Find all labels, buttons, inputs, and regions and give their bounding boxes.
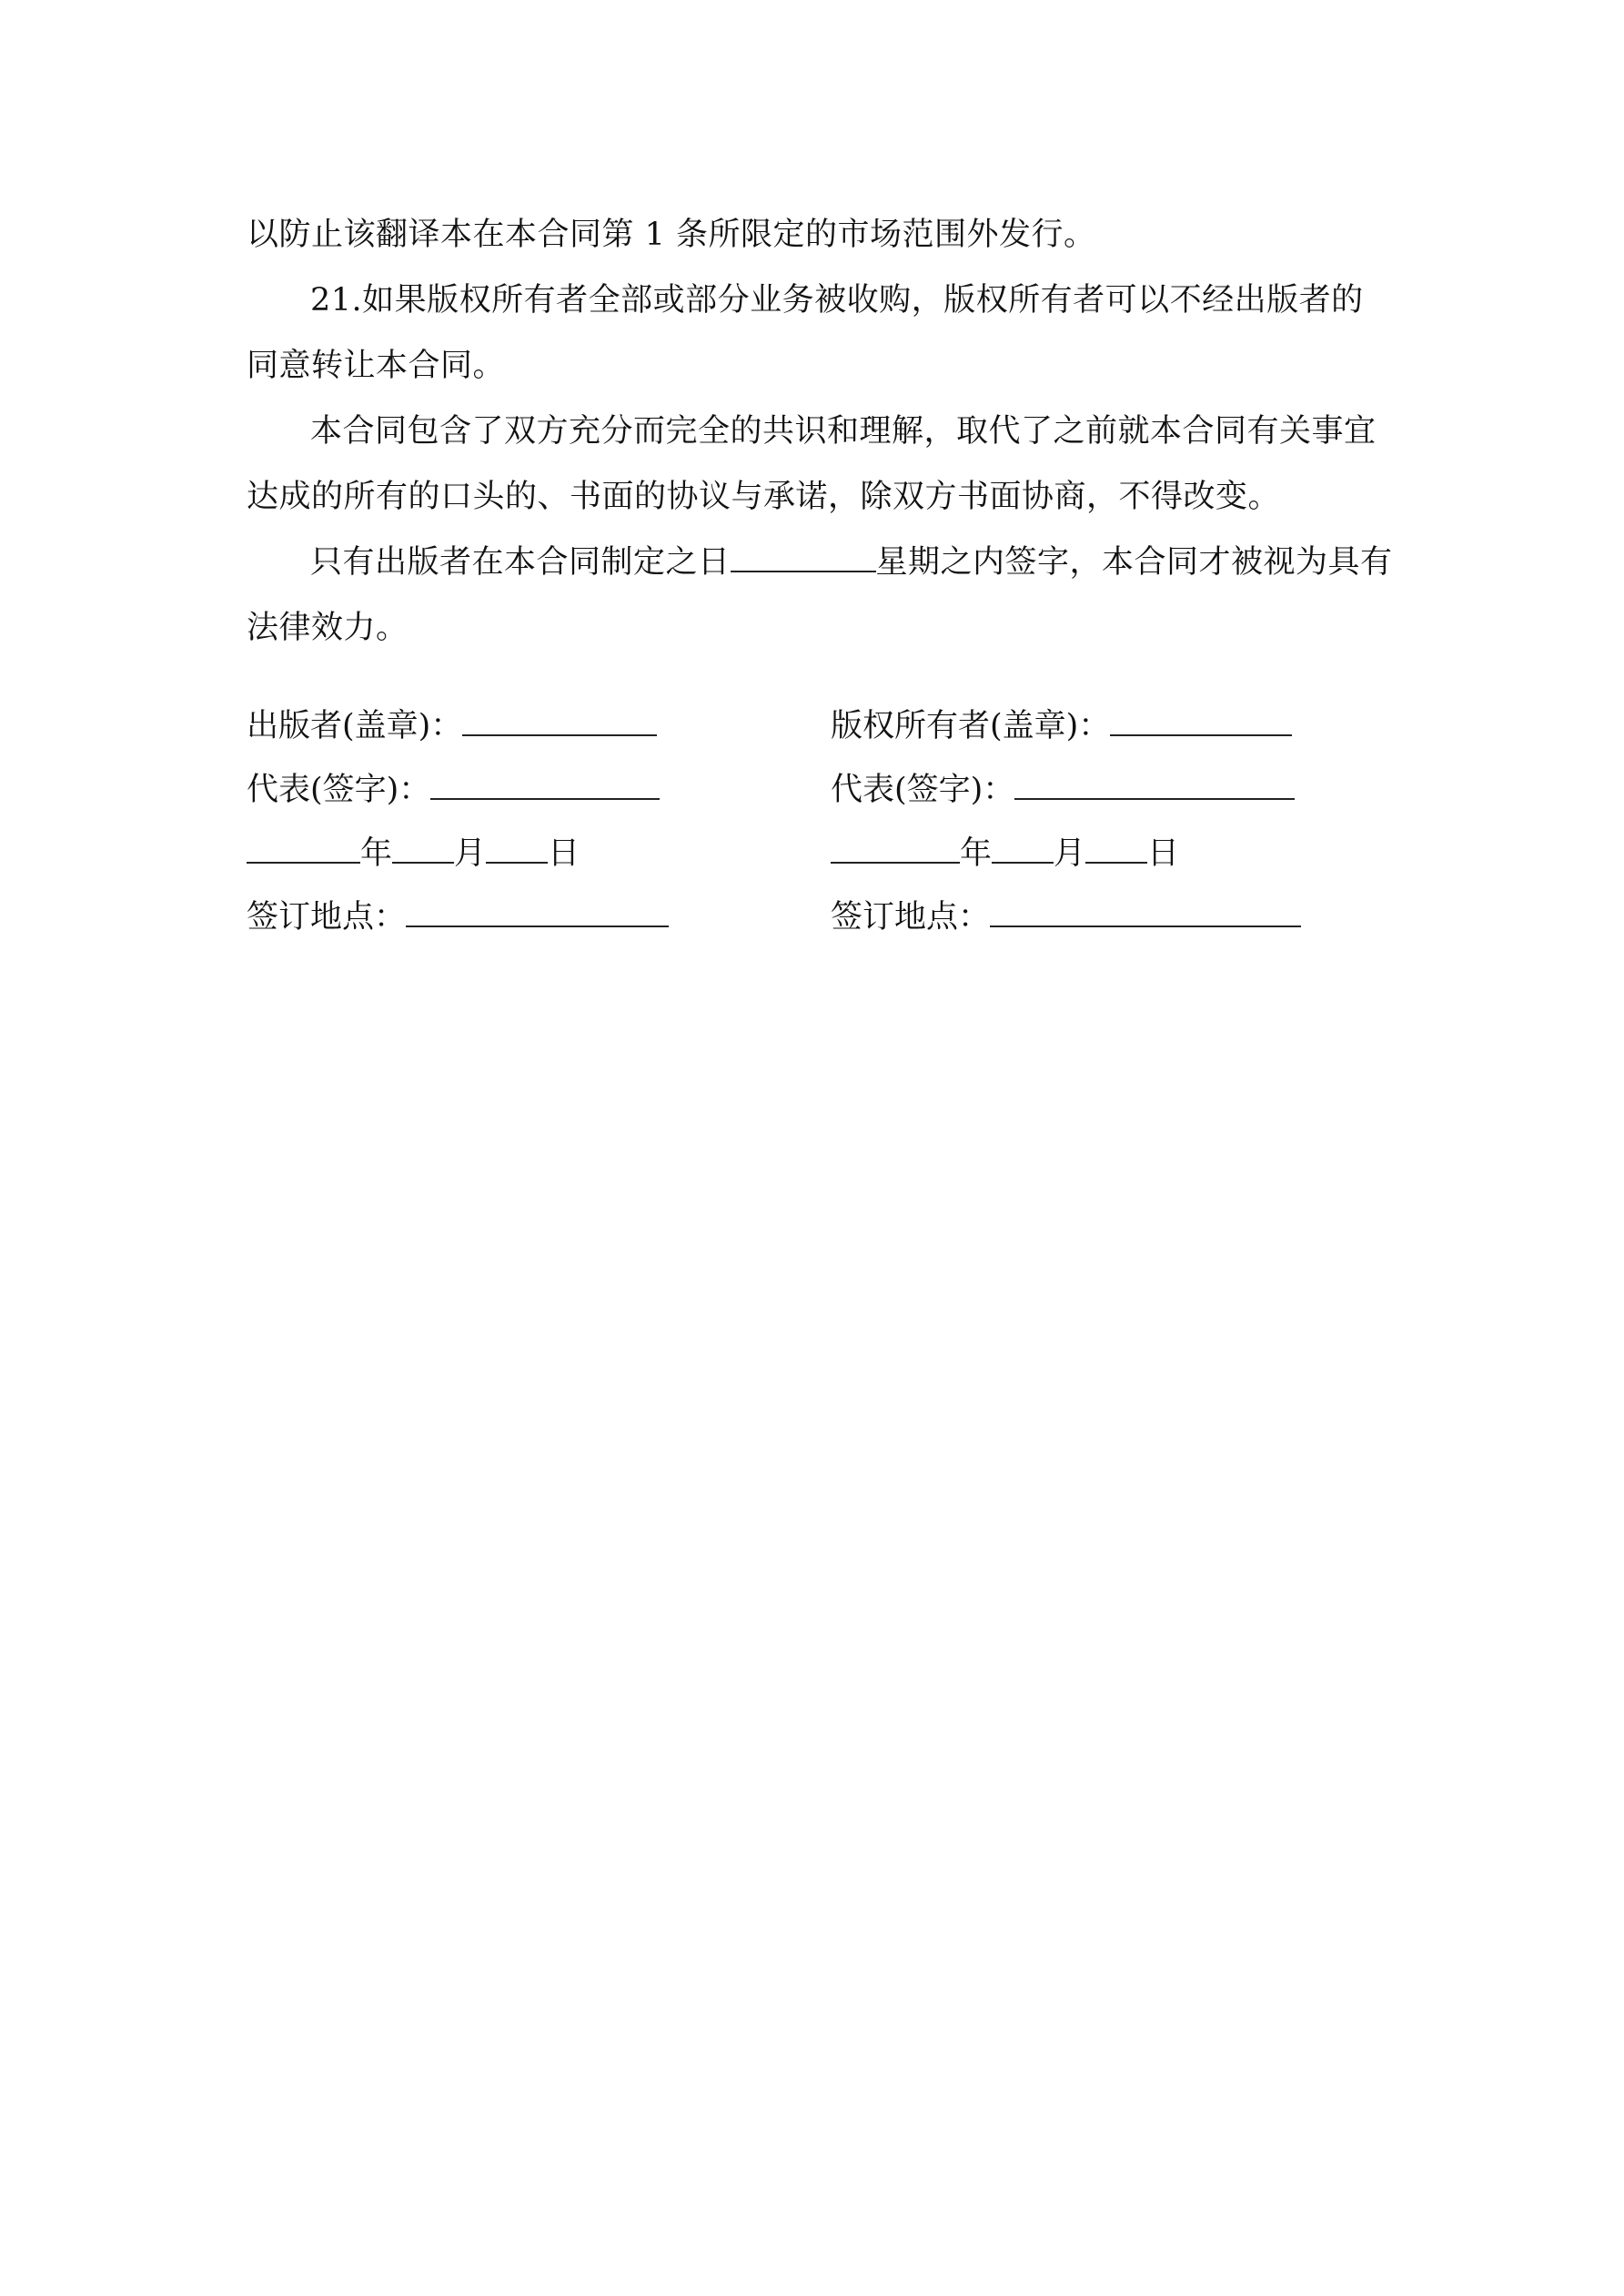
effectiveness-text-after: 星期之内签字，本合同才被视为具有法律效力。 bbox=[247, 544, 1393, 646]
owner-rep-blank bbox=[1014, 767, 1295, 800]
publisher-year-label: 年 bbox=[360, 835, 393, 872]
paragraph-effectiveness bbox=[247, 530, 1393, 661]
owner-year-blank bbox=[831, 831, 960, 864]
owner-place-label: 签订地点： bbox=[831, 899, 991, 936]
publisher-year-blank bbox=[247, 831, 360, 864]
publisher-rep-label: 代表(签字)： bbox=[247, 772, 431, 808]
effectiveness-text-before: 只有出版者在本合同制定之日 bbox=[310, 544, 731, 581]
paragraph-entire-agreement: 本合同包含了双方充分而完全的共识和理解，取代了之前就本合同有关事宜达成的所有的口头的、书面的协议与承诺，除双方书面协商，不得改变。 bbox=[247, 413, 1377, 515]
owner-day-label: 日 bbox=[1147, 835, 1180, 872]
owner-day-blank bbox=[1085, 831, 1147, 864]
owner-rep-row bbox=[831, 767, 1295, 810]
publisher-day-blank bbox=[486, 831, 548, 864]
publisher-place-row bbox=[247, 895, 669, 937]
owner-stamp-blank bbox=[1110, 703, 1292, 736]
publisher-month-blank bbox=[392, 831, 454, 864]
owner-year-label: 年 bbox=[960, 835, 993, 872]
owner-stamp-row bbox=[831, 703, 1292, 746]
paragraph-market-scope: 以防止该翻译本在本合同第 1 条所限定的市场范围外发行。 bbox=[247, 217, 1096, 253]
weeks-blank bbox=[731, 543, 876, 572]
publisher-day-label: 日 bbox=[548, 835, 580, 872]
owner-place-row bbox=[831, 895, 1301, 937]
publisher-rep-blank bbox=[430, 767, 660, 800]
paragraph-clause-21: 21.如果版权所有者全部或部分业务被收购，版权所有者可以不经出版者的同意转让本合同。 bbox=[247, 282, 1364, 384]
publisher-stamp-blank bbox=[462, 703, 657, 736]
contract-body bbox=[247, 202, 1393, 661]
owner-date-row bbox=[831, 831, 1179, 874]
owner-stamp-label: 版权所有者(盖章)： bbox=[831, 708, 1111, 744]
publisher-rep-row bbox=[247, 767, 660, 810]
publisher-stamp-label: 出版者(盖章)： bbox=[247, 708, 463, 744]
owner-rep-label: 代表(签字)： bbox=[831, 772, 1015, 808]
publisher-place-blank bbox=[406, 895, 669, 927]
owner-month-label: 月 bbox=[1054, 835, 1086, 872]
publisher-month-label: 月 bbox=[454, 835, 487, 872]
owner-place-blank bbox=[990, 895, 1301, 927]
publisher-date-row bbox=[247, 831, 580, 874]
publisher-stamp-row bbox=[247, 703, 657, 746]
owner-month-blank bbox=[992, 831, 1054, 864]
publisher-place-label: 签订地点： bbox=[247, 899, 407, 936]
